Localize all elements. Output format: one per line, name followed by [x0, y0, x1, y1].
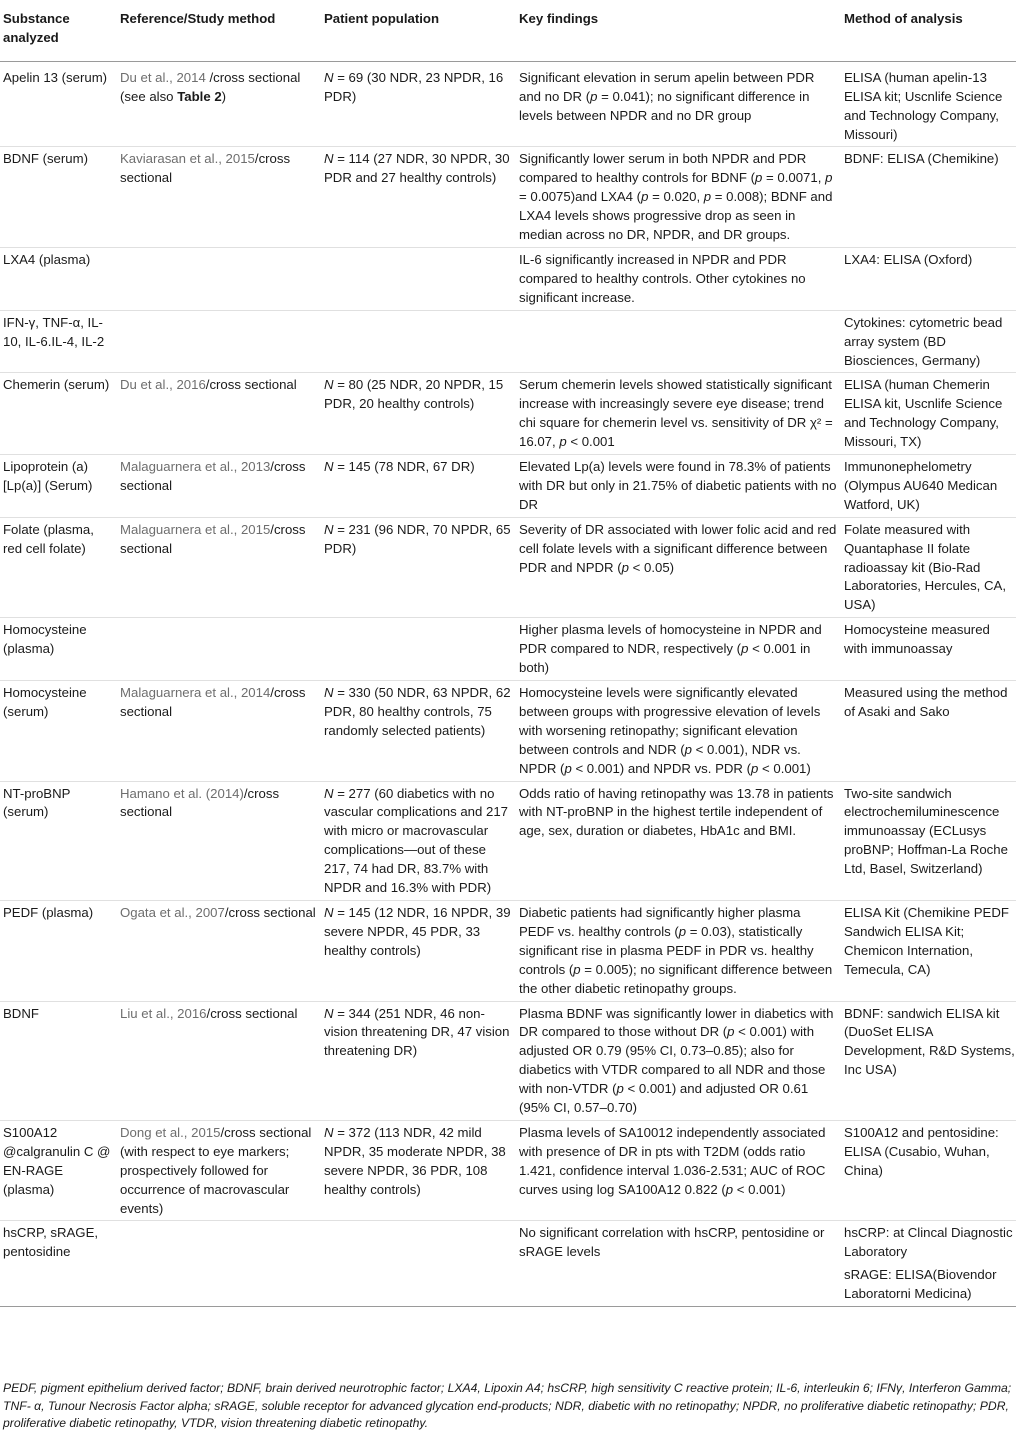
header-population: Patient population — [324, 11, 440, 26]
cell-reference — [118, 1120, 320, 1221]
method-text: ELISA (human Chemerin ELISA kit, Uscnlife Science and Technology Company, Missouri, TX) — [844, 377, 1003, 450]
population-text: = 344 (251 NDR, 46 non-vision threatening DR, 47 vision threatening DR) — [324, 1005, 510, 1059]
cell-substance: BDNF (serum) — [3, 151, 88, 167]
cell-population — [320, 1001, 515, 1120]
cell-substance: Chemerin (serum) — [3, 377, 110, 393]
cell-population — [320, 310, 515, 373]
cell-method — [840, 247, 1016, 310]
cell-method — [840, 310, 1016, 373]
population-n-symbol: N — [324, 904, 334, 920]
population-text: = 145 (12 NDR, 16 NPDR, 39 severe NPDR, 45 PDR, 33 healthy controls) — [324, 904, 511, 958]
method-text: Immunonephelometry (Olympus AU640 Medican Watford, UK) — [844, 459, 998, 512]
table-row — [0, 247, 1016, 310]
reference-method: /cross sectional (see also — [120, 69, 301, 104]
population-n-symbol: N — [324, 69, 334, 85]
header-reference: Reference/Study method — [120, 11, 276, 26]
cell-reference — [118, 455, 320, 518]
reference-method: /cross sectional — [120, 151, 291, 186]
population-text: = 231 (96 NDR, 70 NPDR, 65 PDR) — [324, 521, 511, 556]
cell-method — [840, 1120, 1016, 1221]
reference-author: Dong et al., 2015 — [120, 1124, 221, 1140]
cell-findings: Diabetic patients had significantly higher plasma PEDF vs. healthy controls (p = 0.03), statistically significant rise in plasma PEDF in PDR vs. healthy controls (p = 0.005); no significant difference between the other diabetic retinopathy groups. — [519, 904, 833, 996]
table-row — [0, 900, 1016, 1001]
cell-substance: Lipoprotein (a) [Lp(a)] (Serum) — [3, 459, 93, 493]
reference-author: Hamano et al. (2014) — [120, 785, 244, 801]
cell-findings: Significant elevation in serum apelin between PDR and no DR (p = 0.041); no significant difference in levels between NPDR and no DR group — [519, 69, 815, 123]
reference-author: Malaguarnera et al., 2013 — [120, 459, 271, 475]
table-row — [0, 1221, 1016, 1307]
cell-findings: Significantly lower serum in both NPDR and PDR compared to healthy controls for BDNF (p = 0.0071, p = 0.0075)and LXA4 (p = 0.020, p = 0.008); BDNF and LXA4 levels shows progressive drop as seen in median across no DR, NPDR, and DR groups. — [519, 151, 833, 243]
method-text: Homocysteine measured with immunoassay — [844, 622, 990, 657]
cell-substance: NT-proBNP (serum) — [3, 785, 71, 820]
method-text: hsCRP: at Clincal Diagnostic Laboratory — [844, 1225, 1013, 1260]
cell-population — [320, 373, 515, 455]
method-text: ELISA (human apelin-13 ELISA kit; Uscnlife Science and Technology Company, Missouri) — [844, 69, 1003, 142]
cell-method — [840, 900, 1016, 1001]
cell-population — [320, 455, 515, 518]
cell-reference — [118, 618, 320, 681]
cell-findings: Homocysteine levels were significantly elevated between groups with progressive elevation of levels with worsening retinopathy; significant elevation between controls and NDR (p < 0.001), NDR vs. NPDR (p < 0.001) and NPDR vs. PDR (p < 0.001) — [519, 685, 821, 776]
cell-reference — [118, 247, 320, 310]
table-row — [0, 310, 1016, 373]
method-text: BDNF: sandwich ELISA kit (DuoSet ELISA Development, R&D Systems, Inc USA) — [844, 1005, 1015, 1078]
cell-findings: Odds ratio of having retinopathy was 13.78 in patients with NT-proBNP in the highest tertile independent of age, sex, duration or diabetes, HbA1c and BMI. — [519, 785, 834, 839]
population-n-symbol: N — [324, 521, 334, 537]
population-n-symbol: N — [324, 1124, 334, 1140]
cell-reference — [118, 781, 320, 900]
cell-reference — [118, 900, 320, 1001]
cell-substance: BDNF — [3, 1005, 39, 1021]
method-text: S100A12 and pentosidine: ELISA (Cusabio, Wuhan, China) — [844, 1124, 999, 1178]
cell-reference — [118, 61, 320, 147]
cell-substance: Folate (plasma, red cell folate) — [3, 521, 94, 556]
header-findings: Key findings — [519, 11, 599, 26]
table-header-row — [0, 0, 1016, 61]
population-text: = 145 (78 NDR, 67 DR) — [333, 459, 475, 475]
table-footnote: PEDF, pigment epithelium derived factor; BDNF, brain derived neurotrophic factor; LXA4, Lipoxin A4; hsCRP, high sensitivity C reactive protein; IL-6, interleukin 6; IFNγ, Interferon Gamma; TNF- α, Tunour Necrosis Factor alpha; sRAGE, soluble receptor for advanced glycation end-products; NDR, diabetic with no retinopathy; NPDR, no proliferative diabetic retinopathy; PDR, proliferative diabetic retinopathy, VTDR, vision threatening diabetic retinopathy. — [3, 1381, 1012, 1430]
cell-findings: Severity of DR associated with lower folic acid and red cell folate levels with a significant difference between PDR and NPDR (p < 0.05) — [519, 521, 837, 575]
cell-reference — [118, 310, 320, 373]
cell-population — [320, 618, 515, 681]
cell-reference — [118, 1221, 320, 1307]
cell-findings: Plasma levels of SA10012 independently associated with presence of DR in pts with T2DM (odds ratio 1.421, confidence interval 1.036-2.531; AUC of ROC curves using log SA100A12 0.822 (p < 0.001) — [519, 1124, 826, 1197]
reference-method: /cross sectional — [120, 685, 306, 719]
population-n-symbol: N — [324, 685, 334, 700]
header-method: Method of analysis — [844, 11, 963, 26]
reference-table-link: Table 2 — [177, 88, 222, 104]
population-n-symbol: N — [324, 151, 334, 167]
cell-findings: IL-6 significantly increased in NPDR and PDR compared to healthy controls. Other cytokines no significant increase. — [519, 251, 806, 305]
cell-substance: Homocysteine (serum) — [3, 685, 87, 719]
table-row — [0, 455, 1016, 518]
reference-method: /cross sectional — [224, 904, 316, 920]
cell-method — [840, 681, 1016, 782]
cell-reference — [118, 681, 320, 782]
reference-author: Kaviarasan et al., 2015 — [120, 151, 255, 167]
table-row — [0, 781, 1016, 900]
population-text: = 277 (60 diabetics with no vascular complications and 217 with micro or macrovascular complications—out of these 217, 74 had DR, 83.7% with NPDR and 16.3% with PDR) — [324, 785, 508, 896]
cell-population — [320, 1221, 515, 1307]
cell-findings: Plasma BDNF was significantly lower in diabetics with DR compared to those without DR (p < 0.001) with adjusted OR 0.79 (95% CI, 0.73–0.85); also for diabetics with VTDR compared to all NDR and those with non-VTDR (p < 0.001) and adjusted OR 0.61 (95% CI, 0.57–0.70) — [519, 1005, 834, 1116]
reference-method: /cross sectional — [205, 377, 297, 393]
method-text: BDNF: ELISA (Chemikine) — [844, 151, 999, 167]
cell-population — [320, 1120, 515, 1221]
cell-findings: Higher plasma levels of homocysteine in NPDR and PDR compared to NDR, respectively (p < 0.001 in both) — [519, 622, 822, 676]
cell-findings: Elevated Lp(a) levels were found in 78.3% of patients with DR but only in 21.75% of diabetic patients with no DR — [519, 459, 837, 512]
cell-method — [840, 373, 1016, 455]
cell-substance: LXA4 (plasma) — [3, 251, 91, 267]
cell-method — [840, 618, 1016, 681]
table-row — [0, 373, 1016, 455]
population-n-symbol: N — [324, 785, 334, 801]
cell-substance: PEDF (plasma) — [3, 904, 94, 920]
cell-substance: Apelin 13 (serum) — [3, 69, 108, 85]
reference-method: /cross sectional — [120, 459, 306, 493]
method-text: ELISA Kit (Chemikine PEDF Sandwich ELISA Kit; Chemicon Internation, Temecula, CA) — [844, 904, 1009, 977]
cell-population — [320, 900, 515, 1001]
reference-method: /cross sectional — [120, 785, 280, 820]
header-substance: Substance analyzed — [3, 11, 70, 45]
cell-population — [320, 517, 515, 618]
method-text: Two-site sandwich electrochemiluminescence immunoassay (ECLusys proBNP; Hoffman-La Roche Ltd, Basel, Switzerland) — [844, 785, 1008, 877]
cell-method — [840, 1001, 1016, 1120]
population-n-symbol: N — [324, 377, 334, 393]
cell-method — [840, 517, 1016, 618]
reference-author: Du et al., 2016 — [120, 377, 206, 393]
population-text: = 69 (30 NDR, 23 NPDR, 16 PDR) — [324, 69, 504, 104]
reference-author: Du et al., 2014 — [120, 69, 206, 85]
cell-population — [320, 61, 515, 147]
cell-reference — [118, 147, 320, 248]
reference-method: /cross sectional — [120, 521, 306, 556]
reference-author: Malaguarnera et al., 2015 — [120, 521, 271, 537]
method-text: Cytokines: cytometric bead array system (BD Biosciences, Germany) — [844, 314, 1003, 368]
cell-reference — [118, 1001, 320, 1120]
cell-population — [320, 781, 515, 900]
method-text: Measured using the method of Asaki and Sako — [844, 685, 1008, 719]
cell-substance: IFN-γ, TNF-α, IL-10, IL-6.IL-4, IL-2 — [3, 314, 105, 349]
method-text: LXA4: ELISA (Oxford) — [844, 251, 973, 267]
population-n-symbol: N — [324, 1005, 334, 1021]
reference-author: Malaguarnera et al., 2014 — [120, 685, 271, 700]
cell-substance: S100A12 @calgranulin C @ EN-RAGE (plasma) — [3, 1124, 111, 1197]
cell-method — [840, 455, 1016, 518]
cell-substance: Homocysteine (plasma) — [3, 622, 87, 657]
cell-population — [320, 247, 515, 310]
table-row — [0, 681, 1016, 782]
cell-method — [840, 147, 1016, 248]
cell-population — [320, 147, 515, 248]
table-row — [0, 61, 1016, 147]
method-text: Folate measured with Quantaphase II folate radioassay kit (Bio-Rad Laboratories, Hercules, CA, USA) — [844, 521, 1006, 613]
method-text-2: sRAGE: ELISA(Biovendor Laboratorni Medicina) — [844, 1267, 997, 1302]
population-text: = 372 (113 NDR, 42 mild NPDR, 35 moderate NPDR, 38 severe NPDR, 36 PDR, 108 healthy controls) — [324, 1124, 506, 1197]
cell-method — [840, 61, 1016, 147]
reference-tail: ) — [221, 88, 227, 104]
table-row — [0, 618, 1016, 681]
table-row — [0, 517, 1016, 618]
population-text: = 114 (27 NDR, 30 NPDR, 30 PDR and 27 healthy controls) — [324, 151, 510, 186]
cell-method — [840, 781, 1016, 900]
reference-method: /cross sectional (with respect to eye markers; prospectively followed for occurrence of macrovascular events) — [120, 1124, 312, 1216]
cell-method — [840, 1221, 1016, 1307]
population-n-symbol: N — [324, 459, 334, 475]
reference-author: Liu et al., 2016 — [120, 1005, 207, 1021]
cell-substance: hsCRP, sRAGE, pentosidine — [3, 1225, 99, 1260]
cell-findings: No significant correlation with hsCRP, pentosidine or sRAGE levels — [519, 1225, 825, 1260]
population-text: = 80 (25 NDR, 20 NPDR, 15 PDR, 20 healthy controls) — [324, 377, 504, 412]
population-text: = 330 (50 NDR, 63 NPDR, 62 PDR, 80 healthy controls, 75 randomly selected patients) — [324, 685, 511, 738]
table-row — [0, 1001, 1016, 1120]
cell-population — [320, 681, 515, 782]
cell-reference — [118, 373, 320, 455]
table-row — [0, 147, 1016, 248]
table-row — [0, 1120, 1016, 1221]
reference-author: Ogata et al., 2007 — [120, 904, 225, 920]
cell-reference — [118, 517, 320, 618]
cell-findings: Serum chemerin levels showed statistically significant increase with increasingly severe eye disease; trend chi square for chemerin level vs. sensitivity of DR χ² = 16.07, p < 0.001 — [519, 377, 833, 450]
reference-method: /cross sectional — [206, 1005, 298, 1021]
cell-findings — [515, 310, 840, 373]
